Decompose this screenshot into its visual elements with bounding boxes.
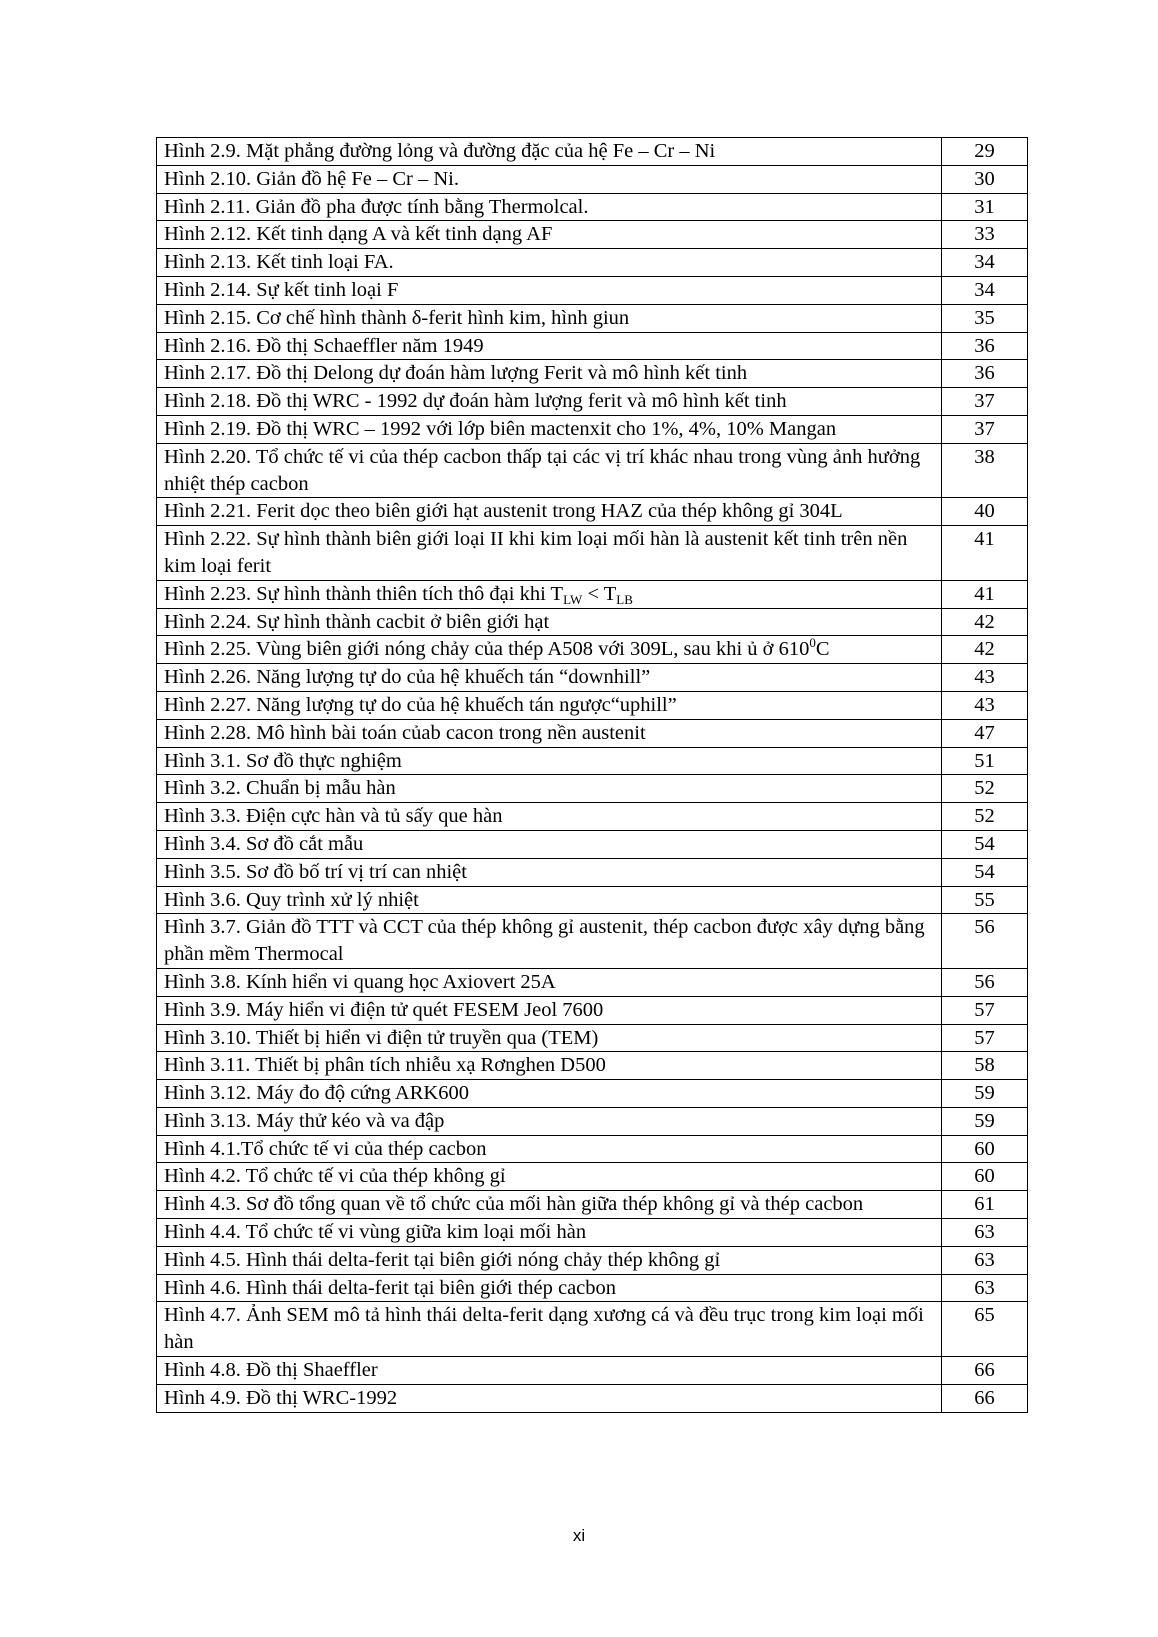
figure-page-number: 43 xyxy=(942,691,1028,719)
subscript: LW xyxy=(563,591,583,607)
table-row xyxy=(157,830,1028,858)
figure-page-number: 57 xyxy=(942,996,1028,1024)
figure-page-number: 47 xyxy=(942,719,1028,747)
figure-title: Hình 2.28. Mô hình bài toán củab cacon trong nền austenit xyxy=(157,719,942,747)
figure-title: Hình 3.4. Sơ đồ cắt mẫu xyxy=(157,830,942,858)
table-row xyxy=(157,858,1028,886)
table-row xyxy=(157,775,1028,803)
table-row xyxy=(157,1302,1028,1357)
figure-page-number: 37 xyxy=(942,388,1028,416)
figure-page-number: 34 xyxy=(942,249,1028,277)
figure-title-text: < T xyxy=(582,582,617,605)
figure-title: Hình 2.27. Năng lượng tự do của hệ khuếch tán ngược“uphill” xyxy=(157,691,942,719)
table-row xyxy=(157,636,1028,664)
page-number: xi xyxy=(572,1526,586,1545)
figure-title: Hình 3.1. Sơ đồ thực nghiệm xyxy=(157,747,942,775)
list-of-figures-table xyxy=(156,137,1028,1413)
figure-page-number: 59 xyxy=(942,1080,1028,1108)
table-row xyxy=(157,498,1028,526)
figure-title: Hình 3.8. Kính hiển vi quang học Axiovert 25A xyxy=(157,968,942,996)
figure-title: Hình 2.18. Đồ thị WRC - 1992 dự đoán hàm lượng ferit và mô hình kết tinh xyxy=(157,388,942,416)
table-row xyxy=(157,914,1028,969)
figure-page-number: 65 xyxy=(942,1302,1028,1357)
figure-page-number: 42 xyxy=(942,636,1028,664)
table-row xyxy=(157,332,1028,360)
subscript: LB xyxy=(616,591,633,607)
figure-title: Hình 4.6. Hình thái delta-ferit tại biên giới thép cacbon xyxy=(157,1274,942,1302)
figure-title: Hình 3.9. Máy hiển vi điện tử quét FESEM Jeol 7600 xyxy=(157,996,942,1024)
figure-page-number: 57 xyxy=(942,1024,1028,1052)
figure-page-number: 54 xyxy=(942,830,1028,858)
figure-page-number: 63 xyxy=(942,1274,1028,1302)
figure-title: Hình 4.3. Sơ đồ tổng quan về tổ chức của mối hàn giữa thép không gỉ và thép cacbon xyxy=(157,1191,942,1219)
table-row xyxy=(157,1052,1028,1080)
figure-page-number: 52 xyxy=(942,775,1028,803)
figure-title xyxy=(157,636,942,664)
figure-page-number: 33 xyxy=(942,221,1028,249)
figure-title: Hình 2.9. Mặt phẳng đường lỏng và đường đặc của hệ Fe – Cr – Ni xyxy=(157,138,942,166)
figure-page-number: 61 xyxy=(942,1191,1028,1219)
figure-page-number: 54 xyxy=(942,858,1028,886)
figure-page-number: 43 xyxy=(942,664,1028,692)
figure-page-number: 30 xyxy=(942,165,1028,193)
table-row xyxy=(157,526,1028,581)
figure-page-number: 59 xyxy=(942,1107,1028,1135)
figure-title: Hình 2.17. Đồ thị Delong dự đoán hàm lượng Ferit và mô hình kết tinh xyxy=(157,360,942,388)
figure-page-number: 51 xyxy=(942,747,1028,775)
figure-title: Hình 2.16. Đồ thị Schaeffler năm 1949 xyxy=(157,332,942,360)
list-of-figures-body xyxy=(157,138,1028,1413)
table-row xyxy=(157,388,1028,416)
table-row xyxy=(157,691,1028,719)
figure-title: Hình 2.14. Sự kết tinh loại F xyxy=(157,276,942,304)
table-row xyxy=(157,221,1028,249)
figure-page-number: 56 xyxy=(942,914,1028,969)
table-row xyxy=(157,1191,1028,1219)
figure-page-number: 55 xyxy=(942,886,1028,914)
figure-title: Hình 2.11. Giản đồ pha được tính bằng Thermolcal. xyxy=(157,193,942,221)
figure-page-number: 35 xyxy=(942,304,1028,332)
figure-title: Hình 4.9. Đồ thị WRC-1992 xyxy=(157,1384,942,1412)
table-row xyxy=(157,138,1028,166)
table-row xyxy=(157,415,1028,443)
figure-page-number: 29 xyxy=(942,138,1028,166)
figure-title: Hình 2.24. Sự hình thành cacbit ở biên giới hạt xyxy=(157,608,942,636)
table-row xyxy=(157,886,1028,914)
figure-title: Hình 4.5. Hình thái delta-ferit tại biên giới nóng chảy thép không gỉ xyxy=(157,1246,942,1274)
figure-page-number: 58 xyxy=(942,1052,1028,1080)
figure-title: Hình 2.22. Sự hình thành biên giới loại II khi kim loại mối hàn là austenit kết tinh trên nền kim loại ferit xyxy=(157,526,942,581)
figure-title: Hình 4.7. Ảnh SEM mô tả hình thái delta-ferit dạng xương cá và đều trục trong kim loại mối hàn xyxy=(157,1302,942,1357)
figure-title: Hình 2.13. Kết tinh loại FA. xyxy=(157,249,942,277)
figure-title: Hình 4.1.Tổ chức tế vi của thép cacbon xyxy=(157,1135,942,1163)
figure-title-text: Hình 2.25. Vùng biên giới nóng chảy của thép A508 với 309L, sau khi ủ ở 610 xyxy=(164,638,810,661)
table-row xyxy=(157,276,1028,304)
figure-title: Hình 4.2. Tổ chức tế vi của thép không gỉ xyxy=(157,1163,942,1191)
table-row xyxy=(157,664,1028,692)
figure-page-number: 40 xyxy=(942,498,1028,526)
figure-page-number: 34 xyxy=(942,276,1028,304)
table-row xyxy=(157,1384,1028,1412)
figure-title-text: C xyxy=(815,638,830,661)
figure-title xyxy=(157,580,942,608)
table-row xyxy=(157,249,1028,277)
figure-title: Hình 2.10. Giản đồ hệ Fe – Cr – Ni. xyxy=(157,165,942,193)
table-row xyxy=(157,1163,1028,1191)
figure-page-number: 41 xyxy=(942,526,1028,581)
figure-page-number: 42 xyxy=(942,608,1028,636)
figure-page-number: 38 xyxy=(942,443,1028,498)
table-row xyxy=(157,719,1028,747)
table-row xyxy=(157,1219,1028,1247)
figure-page-number: 63 xyxy=(942,1246,1028,1274)
figure-page-number: 66 xyxy=(942,1357,1028,1385)
superscript: 0 xyxy=(809,635,816,651)
table-row xyxy=(157,1107,1028,1135)
table-row xyxy=(157,968,1028,996)
table-row xyxy=(157,360,1028,388)
figure-page-number: 37 xyxy=(942,415,1028,443)
figure-page-number: 36 xyxy=(942,332,1028,360)
figure-title: Hình 3.6. Quy trình xử lý nhiệt xyxy=(157,886,942,914)
figure-page-number: 56 xyxy=(942,968,1028,996)
figure-title: Hình 3.10. Thiết bị hiển vi điện tử truyền qua (TEM) xyxy=(157,1024,942,1052)
figure-page-number: 66 xyxy=(942,1384,1028,1412)
figure-page-number: 41 xyxy=(942,580,1028,608)
table-row xyxy=(157,165,1028,193)
table-row xyxy=(157,193,1028,221)
figure-title: Hình 3.13. Máy thử kéo và va đập xyxy=(157,1107,942,1135)
table-row xyxy=(157,304,1028,332)
figure-title: Hình 3.3. Điện cực hàn và tủ sấy que hàn xyxy=(157,803,942,831)
table-row xyxy=(157,1135,1028,1163)
table-row xyxy=(157,1246,1028,1274)
figure-title: Hình 2.15. Cơ chế hình thành δ-ferit hình kim, hình giun xyxy=(157,304,942,332)
figure-page-number: 60 xyxy=(942,1135,1028,1163)
figure-page-number: 31 xyxy=(942,193,1028,221)
figure-title: Hình 4.8. Đồ thị Shaeffler xyxy=(157,1357,942,1385)
figure-title: Hình 3.7. Giản đồ TTT và CCT của thép không gỉ austenit, thép cacbon được xây dựng bằng phần mềm Thermocal xyxy=(157,914,942,969)
figure-title: Hình 2.19. Đồ thị WRC – 1992 với lớp biên mactenxit cho 1%, 4%, 10% Mangan xyxy=(157,415,942,443)
table-row xyxy=(157,580,1028,608)
figure-title: Hình 4.4. Tổ chức tế vi vùng giữa kim loại mối hàn xyxy=(157,1219,942,1247)
figure-title: Hình 2.26. Năng lượng tự do của hệ khuếch tán “downhill” xyxy=(157,664,942,692)
table-row xyxy=(157,803,1028,831)
figure-title: Hình 3.12. Máy đo độ cứng ARK600 xyxy=(157,1080,942,1108)
table-row xyxy=(157,1080,1028,1108)
figure-title: Hình 2.21. Ferit dọc theo biên giới hạt austenit trong HAZ của thép không gỉ 304L xyxy=(157,498,942,526)
table-row xyxy=(157,747,1028,775)
figure-title: Hình 2.20. Tổ chức tế vi của thép cacbon thấp tại các vị trí khác nhau trong vùng ảnh hưởng nhiệt thép cacbon xyxy=(157,443,942,498)
table-row xyxy=(157,1357,1028,1385)
table-row xyxy=(157,443,1028,498)
figure-title: Hình 3.2. Chuẩn bị mẫu hàn xyxy=(157,775,942,803)
figure-title: Hình 2.12. Kết tinh dạng A và kết tinh dạng AF xyxy=(157,221,942,249)
table-row xyxy=(157,1274,1028,1302)
figure-page-number: 52 xyxy=(942,803,1028,831)
figure-page-number: 60 xyxy=(942,1163,1028,1191)
figure-title: Hình 3.5. Sơ đồ bố trí vị trí can nhiệt xyxy=(157,858,942,886)
table-row xyxy=(157,996,1028,1024)
table-row xyxy=(157,1024,1028,1052)
figure-page-number: 36 xyxy=(942,360,1028,388)
figure-title: Hình 3.11. Thiết bị phân tích nhiễu xạ Rơnghen D500 xyxy=(157,1052,942,1080)
table-row xyxy=(157,608,1028,636)
figure-title-text: Hình 2.23. Sự hình thành thiên tích thô đại khi T xyxy=(164,582,564,605)
figure-page-number: 63 xyxy=(942,1219,1028,1247)
